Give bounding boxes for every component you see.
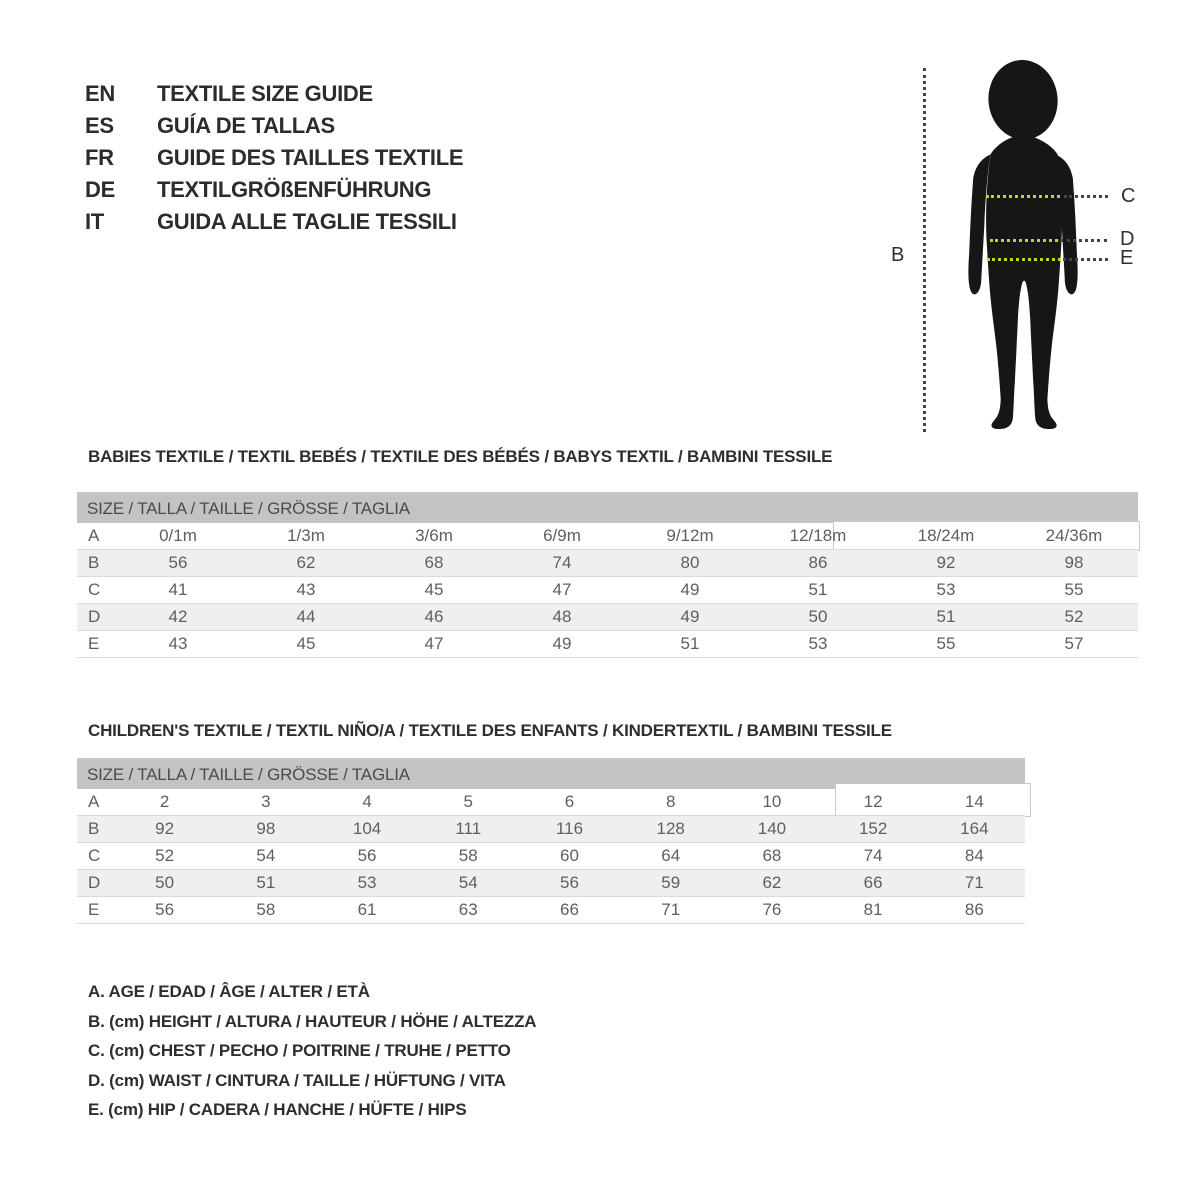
table-row — [77, 789, 1025, 816]
legend-item: C. (cm) CHEST / PECHO / POITRINE / TRUHE / PETTO — [88, 1041, 511, 1061]
hip-measure-line — [987, 258, 1061, 261]
legend-item: D. (cm) WAIST / CINTURA / TAILLE / HÜFTUNG / VITA — [88, 1070, 506, 1090]
size-cell: 128 — [656, 819, 685, 838]
size-cell: 52 — [1064, 607, 1084, 626]
legend-item: B. (cm) HEIGHT / ALTURA / HAUTEUR / HÖHE / ALTEZZA — [88, 1011, 537, 1031]
size-cell: 3 — [261, 792, 271, 811]
size-cell: 53 — [808, 634, 828, 653]
children-size-table — [77, 758, 1025, 924]
table-row — [77, 897, 1025, 924]
size-cell: 58 — [458, 846, 478, 865]
size-cell: 50 — [155, 873, 175, 892]
size-cell: 4 — [362, 792, 372, 811]
size-cell: 60 — [560, 846, 579, 865]
language-code: IT — [85, 209, 104, 234]
size-cell: 51 — [256, 873, 276, 892]
size-cell: 66 — [560, 900, 579, 919]
size-cell: 76 — [762, 900, 782, 919]
language-title: GUIDA ALLE TAGLIE TESSILI — [157, 209, 457, 234]
size-cell: 6/9m — [543, 526, 581, 545]
size-cell: 12 — [863, 792, 883, 811]
size-cell: 111 — [455, 819, 482, 838]
size-cell: 66 — [863, 873, 883, 892]
size-cell: 9/12m — [666, 526, 714, 545]
child-silhouette — [968, 57, 1077, 429]
language-title: GUÍA DE TALLAS — [157, 113, 335, 138]
size-cell: 43 — [168, 634, 188, 653]
table-row — [77, 631, 1138, 658]
chest-measure-line — [986, 195, 1060, 198]
table-row — [77, 870, 1025, 897]
size-cell: 56 — [357, 846, 377, 865]
size-cell: 62 — [296, 553, 316, 572]
size-cell: 71 — [661, 900, 681, 919]
size-cell: 84 — [964, 846, 984, 865]
language-row — [85, 174, 463, 206]
children-table-header: SIZE / TALLA / TAILLE / GRÖSSE / TAGLIA — [77, 758, 1025, 789]
size-cell: 48 — [552, 607, 572, 626]
size-cell: 24/36m — [1045, 526, 1103, 545]
size-cell: 164 — [960, 819, 989, 838]
size-cell: 63 — [458, 900, 478, 919]
row-label: A — [88, 792, 100, 811]
babies-size-table — [77, 492, 1138, 658]
size-cell: 6 — [564, 792, 575, 811]
size-cell: 54 — [458, 873, 478, 892]
table-row — [77, 604, 1138, 631]
legend-item: A. AGE / EDAD / ÂGE / ALTER / ETÀ — [88, 982, 370, 1001]
language-row — [85, 142, 463, 174]
size-cell: 2 — [159, 792, 170, 811]
table-row — [77, 523, 1138, 550]
size-cell: 62 — [762, 873, 782, 892]
size-cell: 152 — [858, 819, 888, 838]
height-label: B — [891, 244, 905, 266]
size-cell: 45 — [296, 634, 316, 653]
language-code: EN — [85, 81, 115, 106]
size-cell: 56 — [168, 553, 188, 572]
size-cell: 59 — [661, 873, 681, 892]
size-cell: 140 — [757, 819, 787, 838]
size-cell: 12/18m — [789, 526, 847, 545]
size-cell: 80 — [680, 553, 700, 572]
size-cell: 86 — [964, 900, 984, 919]
language-code: DE — [85, 177, 115, 202]
row-label: B — [88, 553, 100, 572]
size-cell: 51 — [936, 607, 956, 626]
size-cell: 49 — [680, 580, 700, 599]
row-label: C — [88, 846, 101, 865]
size-cell: 86 — [808, 553, 828, 572]
row-label: C — [88, 580, 101, 599]
language-title: TEXTILE SIZE GUIDE — [157, 81, 373, 106]
size-cell: 0/1m — [159, 526, 197, 545]
size-cell: 5 — [463, 792, 473, 811]
babies-table-rows — [77, 523, 1138, 658]
size-cell: 55 — [936, 634, 956, 653]
chest-pointer-line — [1064, 195, 1108, 198]
size-cell: 18/24m — [917, 526, 975, 545]
size-cell: 46 — [424, 607, 444, 626]
language-list — [85, 78, 463, 238]
size-cell: 44 — [296, 607, 316, 626]
language-title: GUIDE DES TAILLES TEXTILE — [157, 145, 464, 170]
size-cell: 53 — [357, 873, 377, 892]
table-row — [77, 577, 1138, 604]
row-label: A — [88, 526, 100, 545]
table-row — [77, 843, 1025, 870]
size-cell: 47 — [424, 634, 444, 653]
size-cell: 68 — [762, 846, 782, 865]
size-cell: 98 — [1064, 553, 1084, 572]
size-cell: 74 — [552, 553, 572, 572]
size-cell: 51 — [808, 580, 828, 599]
child-silhouette-image — [960, 55, 1082, 433]
measurement-legend — [88, 977, 536, 1125]
children-section-title: CHILDREN'S TEXTILE / TEXTIL NIÑO/A / TEXTILE DES ENFANTS / KINDERTEXTIL / BAMBINI TESSILE — [88, 721, 892, 740]
chest-label: C — [1121, 185, 1136, 207]
size-cell: 14 — [964, 792, 984, 811]
size-cell: 81 — [863, 900, 883, 919]
hip-pointer-line — [1063, 258, 1108, 261]
size-cell: 53 — [936, 580, 956, 599]
size-cell: 41 — [168, 580, 188, 599]
waist-pointer-line — [1060, 239, 1107, 242]
row-label: E — [88, 634, 100, 653]
table-row — [77, 816, 1025, 843]
size-cell: 50 — [808, 607, 828, 626]
height-guide-line — [923, 68, 926, 432]
size-cell: 104 — [352, 819, 382, 838]
size-cell: 54 — [256, 846, 276, 865]
size-cell: 49 — [680, 607, 700, 626]
size-cell: 43 — [296, 580, 316, 599]
language-row — [85, 206, 463, 238]
size-cell: 92 — [155, 819, 175, 838]
row-label: E — [88, 900, 100, 919]
size-cell: 52 — [155, 846, 175, 865]
size-cell: 57 — [1064, 634, 1084, 653]
babies-table-header: SIZE / TALLA / TAILLE / GRÖSSE / TAGLIA — [77, 492, 1138, 523]
language-row — [85, 78, 463, 110]
size-cell: 71 — [964, 873, 984, 892]
size-cell: 61 — [357, 900, 377, 919]
size-cell: 47 — [552, 580, 572, 599]
row-label: D — [88, 607, 101, 626]
size-cell: 8 — [665, 792, 676, 811]
children-table-rows — [77, 789, 1025, 924]
size-cell: 49 — [552, 634, 572, 653]
waist-measure-line — [990, 239, 1058, 242]
hip-label: E — [1120, 247, 1134, 269]
row-label: D — [88, 873, 101, 892]
size-cell: 3/6m — [415, 526, 453, 545]
size-cell: 58 — [256, 900, 276, 919]
size-cell: 45 — [424, 580, 444, 599]
size-cell: 55 — [1064, 580, 1084, 599]
language-title: TEXTILGRÖßENFÜHRUNG — [157, 177, 432, 202]
size-cell: 98 — [256, 819, 276, 838]
size-cell: 10 — [762, 792, 782, 811]
babies-section-title: BABIES TEXTILE / TEXTIL BEBÉS / TEXTILE DES BÉBÉS / BABYS TEXTIL / BAMBINI TESSILE — [88, 447, 833, 466]
size-cell: 116 — [555, 819, 584, 838]
legend-item: E. (cm) HIP / CADERA / HANCHE / HÜFTE / HIPS — [88, 1100, 467, 1120]
size-cell: 1/3m — [287, 526, 325, 545]
waist-label: D — [1120, 228, 1135, 250]
language-row — [85, 110, 463, 142]
size-cell: 42 — [168, 607, 188, 626]
size-cell: 92 — [936, 553, 956, 572]
table-row — [77, 550, 1138, 577]
size-cell: 56 — [155, 900, 175, 919]
language-code: FR — [85, 145, 114, 170]
size-cell: 64 — [661, 846, 681, 865]
size-cell: 68 — [424, 553, 444, 572]
row-label: B — [88, 819, 100, 838]
size-cell: 56 — [560, 873, 579, 892]
size-cell: 51 — [680, 634, 700, 653]
size-cell: 74 — [863, 846, 883, 865]
language-code: ES — [85, 113, 114, 138]
